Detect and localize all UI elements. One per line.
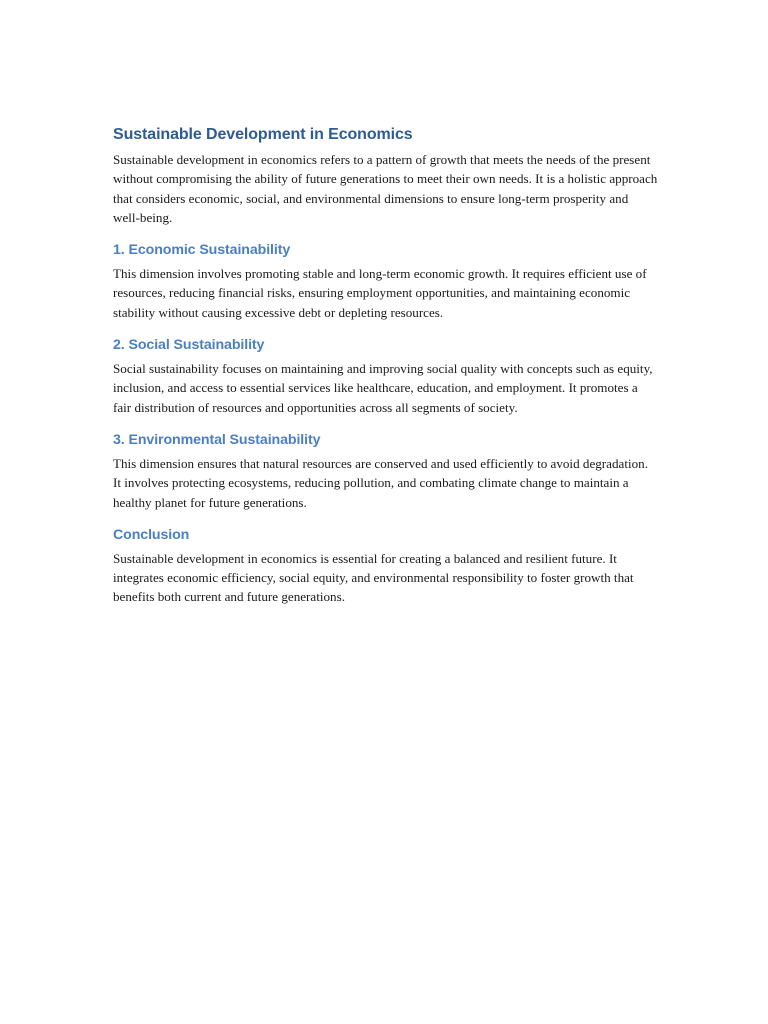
- section-paragraph: This dimension ensures that natural resources are conserved and used efficiently to avoid degradation. It involves protecting ecosystems, reducing pollution, and combating climate change to maintain a healthy planet for future generations.: [113, 455, 648, 510]
- section-paragraph: Sustainable development in economics is essential for creating a balanced and resilient future. It integrates economic efficiency, social equity, and environmental responsibility to foster growth that benefits both current and future generations.: [113, 550, 634, 605]
- section-heading: Conclusion: [113, 526, 190, 543]
- section-heading: 3. Environmental Sustainability: [113, 431, 321, 448]
- section-economic: [113, 240, 658, 322]
- section-environmental: [113, 430, 658, 512]
- document-title: Sustainable Development in Economics: [113, 126, 413, 143]
- section-social: [113, 335, 658, 417]
- section-heading: 1. Economic Sustainability: [113, 242, 291, 259]
- section-conclusion: [113, 525, 658, 607]
- section-heading: 2. Social Sustainability: [113, 337, 265, 354]
- document-page: [113, 124, 658, 607]
- section-paragraph: Social sustainability focuses on maintaining and improving social quality with concepts such as equity, inclusion, and access to essential services like healthcare, education, and employment. It promotes a fair distribution of resources and opportunities across all segments of society.: [113, 361, 653, 415]
- intro-paragraph: Sustainable development in economics refers to a pattern of growth that meets the needs of the present without compromising the ability of future generations to meet their own needs. It is a holistic approach that considers economic, social, and environmental dimensions to ensure long-term prosperity and well-being.: [113, 152, 658, 225]
- section-paragraph: This dimension involves promoting stable and long-term economic growth. It requires efficient use of resources, reducing financial risks, ensuring employment opportunities, and maintaining economic stability without causing excessive debt or depleting resources.: [113, 266, 647, 320]
